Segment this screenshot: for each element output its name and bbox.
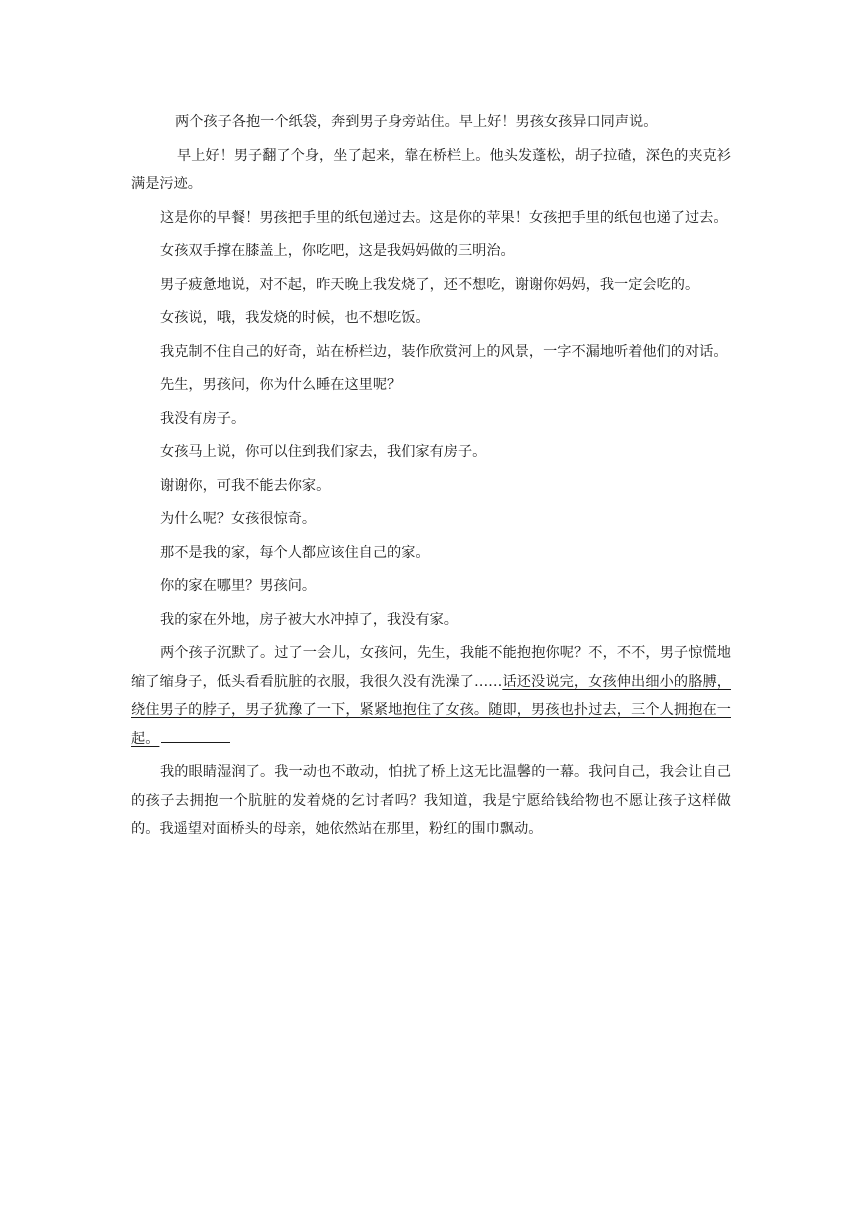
underline-blank: [161, 728, 230, 743]
paragraph-13: 那不是我的家，每个人都应该住自己的家。: [160, 544, 430, 561]
paragraph-14: 你的家在哪里？男孩问。: [160, 578, 317, 594]
paragraph-7: 我克制不住自己的好奇，站在桥栏边，装作欣赏河上的风景，一字不漏地听着他们的对话。: [160, 343, 728, 360]
paragraph-3: 这是你的早餐！男孩把手里的纸包递过去。这是你的苹果！女孩把手里的纸包也递了过去。: [160, 209, 728, 226]
paragraph-2: 早上好！男子翻了个身，坐了起来，靠在桥栏上。他头发蓬松，胡子拉碴，深色的夹克衫满是污迹。: [131, 147, 731, 192]
paragraph-16-plain-text: 两个孩子沉默了。过了一会儿，女孩问，先生，我能不能抱抱你呢？不，不不，男子惊慌地缩了缩身子，低头看看肮脏的衣服，我很久没有洗澡了……: [131, 645, 731, 690]
paragraph-10: 女孩马上说，你可以住到我们家去，我们家有房子。: [160, 444, 487, 460]
paragraph-5: 男子疲惫地说，对不起，昨天晚上我发烧了，还不想吃，谢谢你妈妈，我一定会吃的。: [160, 276, 700, 293]
paragraph-16-with-underline: [131, 639, 731, 753]
paragraph-15: 我的家在外地，房子被大水冲掉了，我没有家。: [160, 611, 458, 628]
paragraph-1: 两个孩子各抱一个纸袋，奔到男子身旁站住。早上好！男孩女孩异口同声说。: [175, 114, 658, 130]
paragraph-8: 先生，男孩问，你为什么睡在这里呢？: [160, 377, 402, 393]
paragraph-17: 我的眼睛湿润了。我一动也不敢动，怕扰了桥上这无比温馨的一幕。我问自己，我会让自己的孩子去拥抱一个肮脏的发着烧的乞讨者吗？我知道，我是宁愿给钱给物也不愿让孩子这样做的。我遥望对面桥头的母亲，她依然站在那里，粉红的围巾飘动。: [131, 764, 731, 837]
paragraph-11: 谢谢你，可我不能去你家。: [160, 477, 331, 494]
paragraph-4: 女孩双手撑在膝盖上，你吃吧，这是我妈妈做的三明治。: [160, 243, 515, 259]
paragraph-9: 我没有房子。: [160, 410, 246, 427]
article-body: [131, 108, 731, 849]
paragraph-6: 女孩说，哦，我发烧的时候，也不想吃饭。: [160, 310, 430, 326]
paragraph-12: 为什么呢？女孩很惊奇。: [160, 511, 317, 527]
underlined-passage: 话还没说完，女孩伸出细小的胳膊，绕住男子的脖子，男子犹豫了一下，紧紧地抱住了女孩。随即，男孩也扑过去，三个人拥抱在一起。: [131, 673, 731, 747]
